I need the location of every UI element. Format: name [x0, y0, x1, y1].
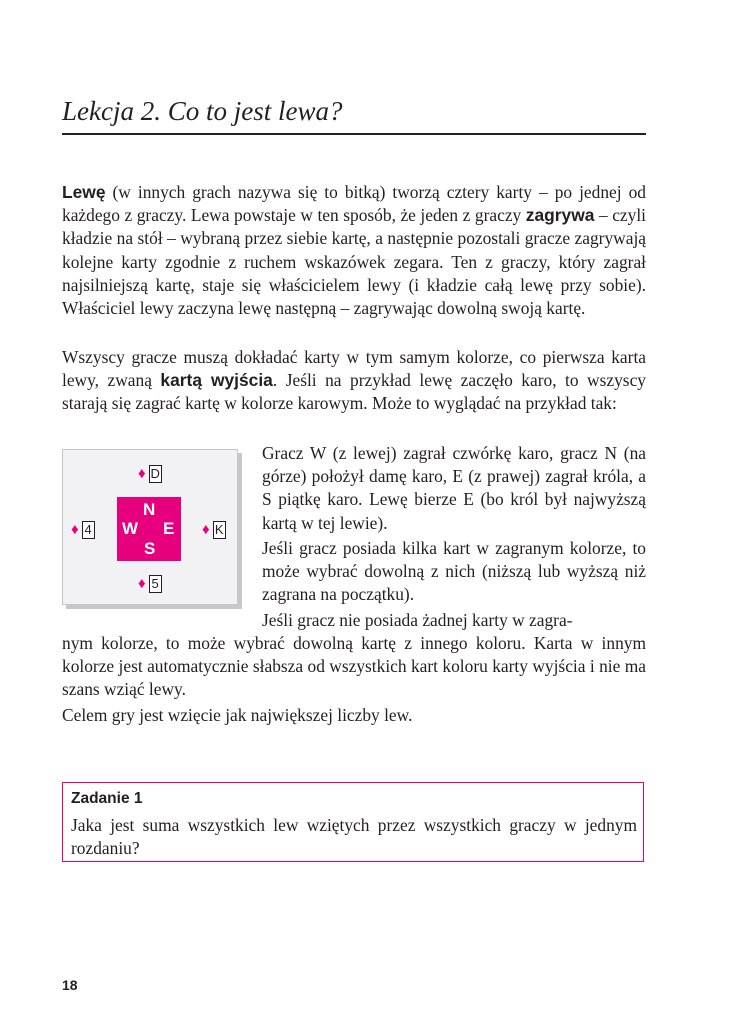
card-south [138, 575, 162, 593]
paragraph-no-suit: nym kolorze, to może wybrać dowolną kartę z innego koloru. Karta w innym kolorze jest automatycznie słabsza od wszystkich kart koloru karty wyjścia i nie ma szans wziąć lewy. [62, 633, 646, 700]
direction-west: W [122, 519, 139, 538]
bridge-table [117, 497, 181, 561]
paragraph-definition-text-2: – czyli kładzie na stół – wybraną przez siebie kartę, a następnie pozostali gracze zagrywają kolejne karty zgodnie z ruchem wskazówek zegara. Ten z graczy, który zagrał najsilniejszą kartę, staje się właścicielem lewy (i kładzie całą lewę przy sobie). Właściciel lewy zaczyna lewę następną – zagrywając dowolną swoją kartę. [62, 205, 646, 319]
paragraph-follow-suit-text-1: Wszyscy gracze muszą dokładać karty w tym samym kolorze, co pierwsza karta lewy, zwaną [62, 347, 646, 391]
diamond-icon: ♦ [202, 521, 210, 538]
term-karta-wyjscia: kartą wyjścia [160, 370, 273, 391]
diamond-icon: ♦ [138, 575, 146, 592]
card-north [138, 465, 162, 483]
diamond-icon: ♦ [71, 521, 79, 538]
task-title: Zadanie 1 [71, 790, 143, 807]
title-rule [62, 133, 646, 135]
lesson-title: Lekcja 2. Co to jest lewa? [62, 96, 343, 126]
term-lewa: Lewę [62, 182, 106, 202]
paragraph-follow-suit-text-2: . Jeśli na przykład lewę zaczęło karo, to wszyscy starają się zagrać kartę w kolorze karowym. Może to wyglądać na przykład tak: [62, 370, 646, 414]
direction-north: N [143, 500, 156, 519]
paragraph-follow-suit [62, 346, 646, 416]
card-south-rank: 5 [149, 575, 162, 593]
card-north-rank: D [150, 466, 160, 481]
card-west-rank: 4 [82, 521, 95, 539]
task-box [62, 782, 644, 862]
task-body: Jaka jest suma wszystkich lew wziętych przez wszystkich graczy w jednym rozdaniu? [71, 815, 637, 858]
direction-east: E [163, 519, 175, 538]
paragraph-multiple-cards: Jeśli gracz posiada kilka kart w zagranym kolorze, to może wybrać dowolną z nich (niższą lub wyższą niż zagrana na początku). [262, 538, 646, 605]
direction-south: S [144, 539, 156, 558]
card-east-rank: K [213, 521, 226, 539]
card-east [202, 521, 226, 539]
paragraph-example: Gracz W (z lewej) zagrał czwórkę karo, gracz N (na górze) położył damę karo, E (z prawej) zagrał króla, a S piątkę karo. Lewę bierze E (bo król był najwyższą kartą w tej lewie). [262, 443, 646, 533]
trick-diagram [62, 449, 238, 605]
page-number: 18 [62, 977, 78, 993]
card-west [71, 521, 95, 539]
diamond-icon: ♦ [138, 465, 146, 482]
paragraph-definition [62, 181, 646, 320]
term-zagrywa: zagrywa [525, 205, 595, 226]
paragraph-goal: Celem gry jest wzięcie jak największej liczby lew. [62, 705, 413, 725]
paragraph-definition-text-1: (w innych grach nazywa się to bitką) tworzą cztery karty – po jednej od każdego z graczy. Lewa powstaje w ten sposób, że jeden z graczy [62, 182, 646, 226]
paragraph-no-suit-start: Jeśli gracz nie posiada żadnej karty w zagra- [262, 610, 573, 630]
